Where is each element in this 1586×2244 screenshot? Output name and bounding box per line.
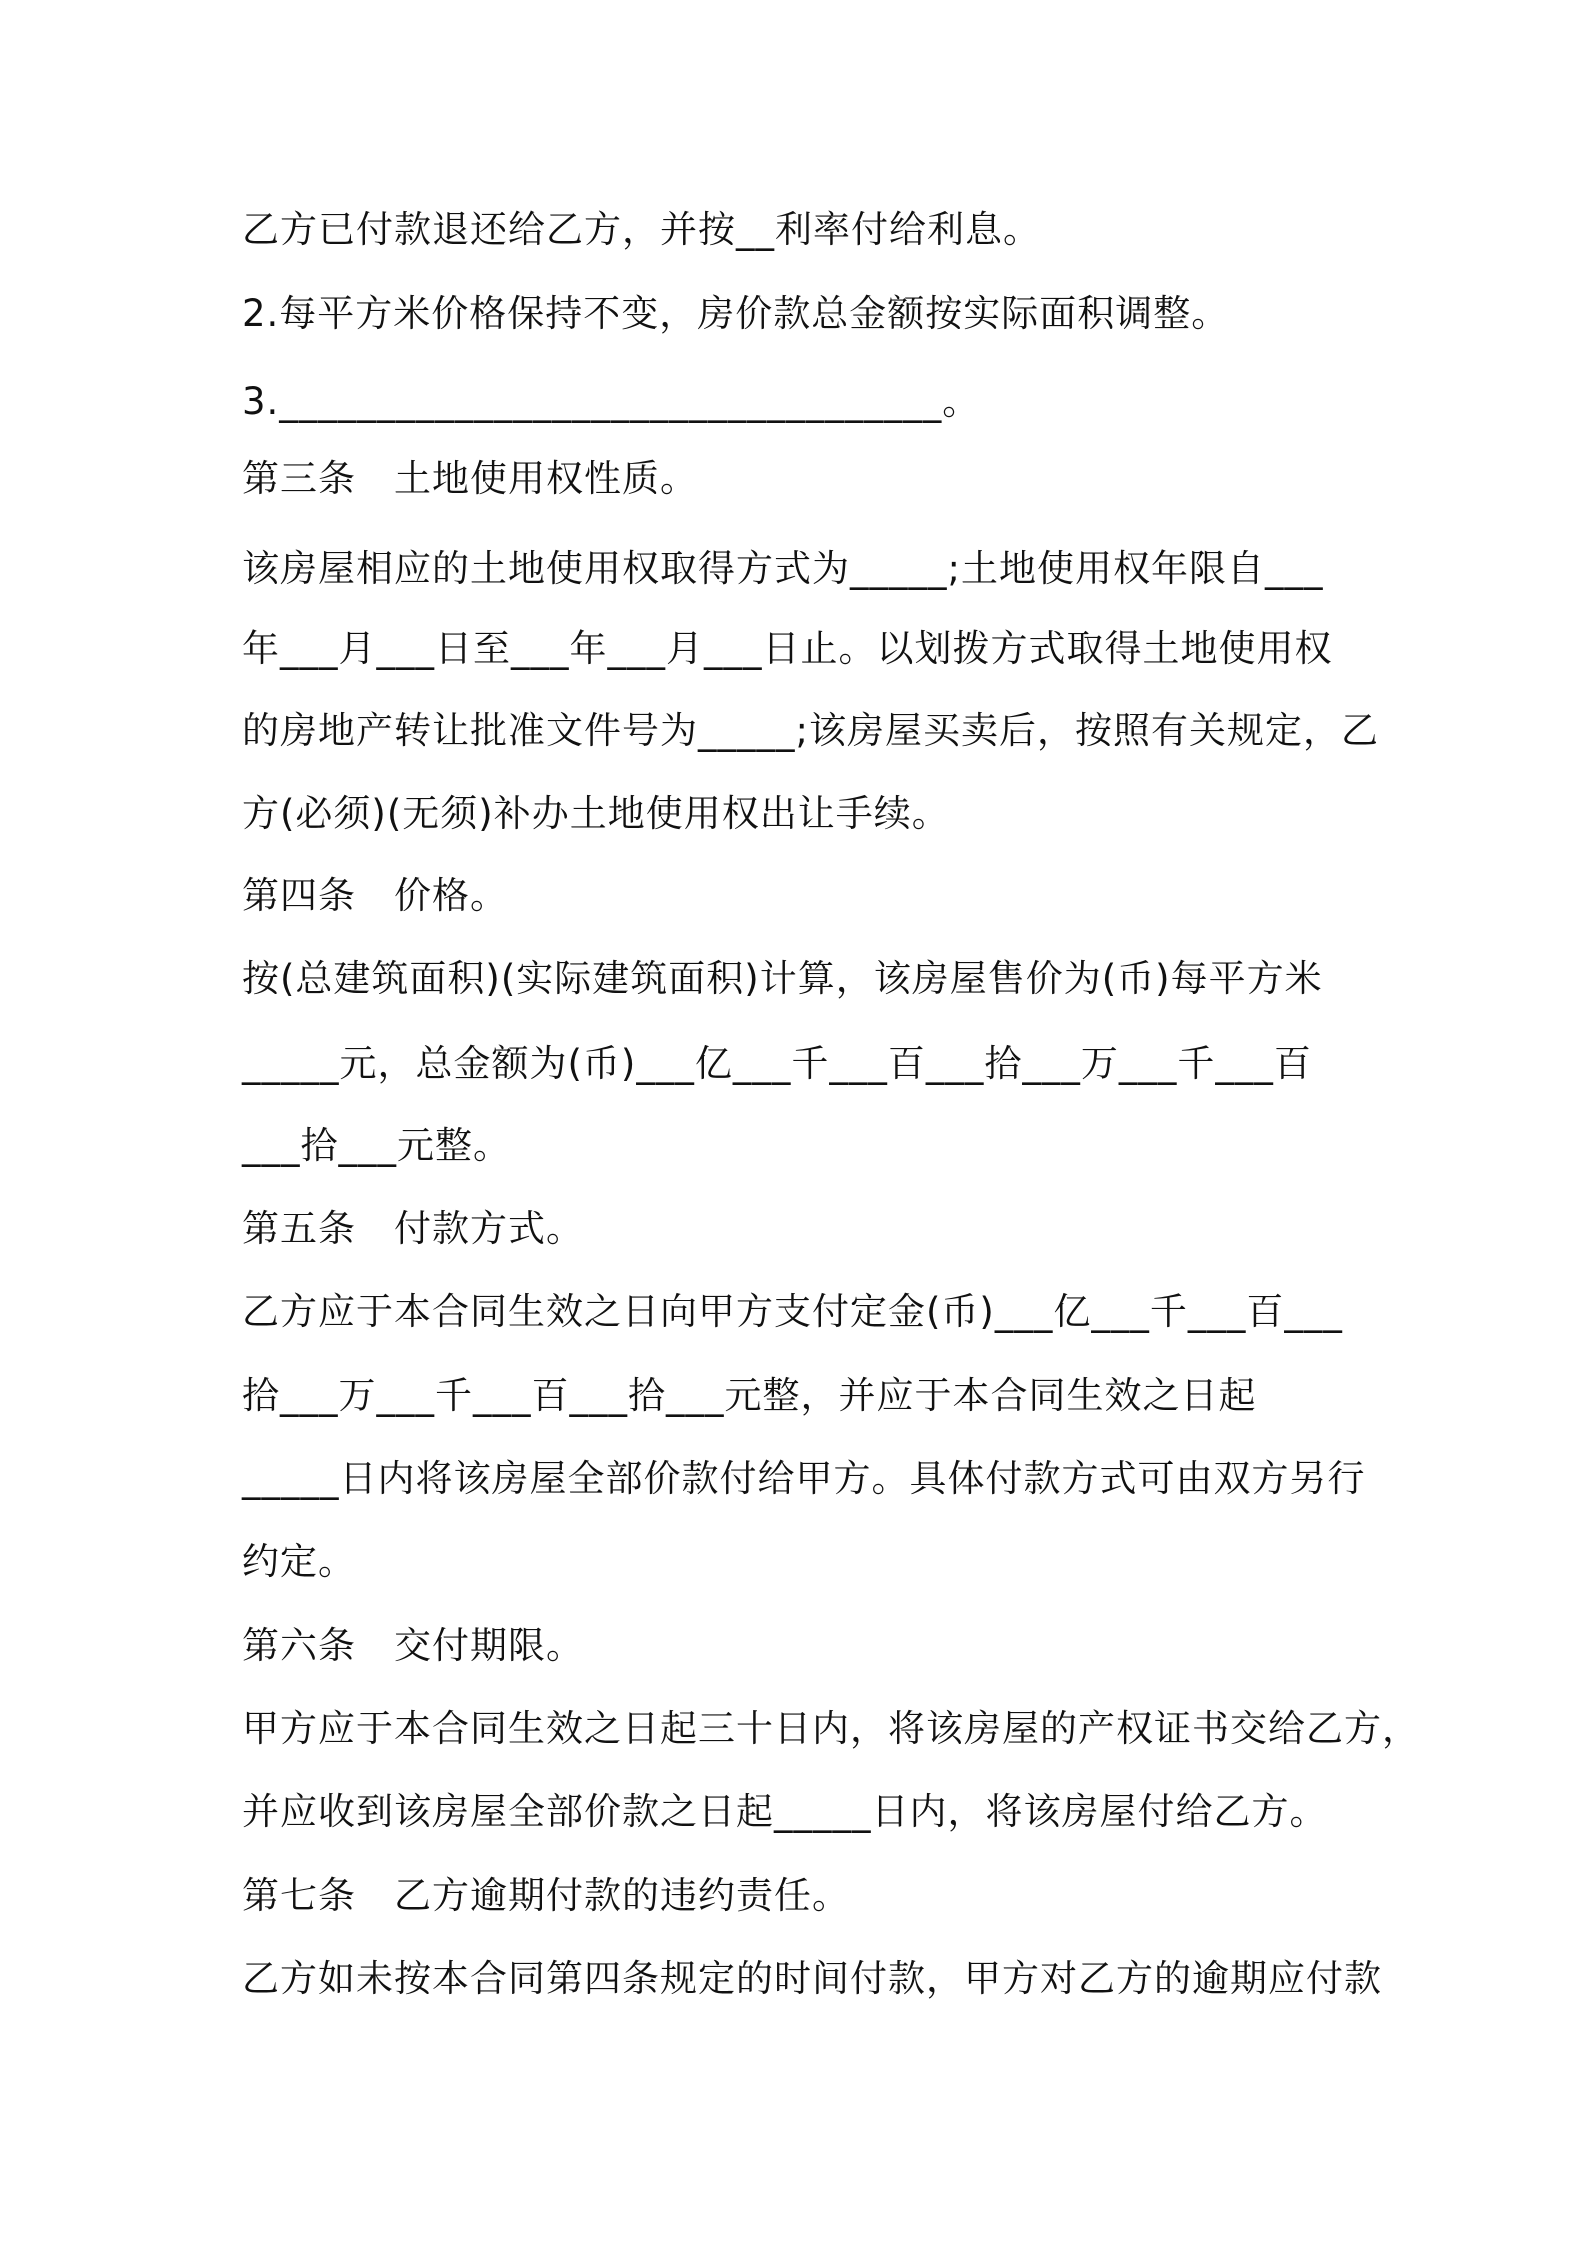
article-5-heading: 第五条 付款方式。: [242, 1207, 584, 1250]
paragraph-line: 并应收到该房屋全部价款之日起_____日内，将该房屋付给乙方。: [242, 1790, 1328, 1833]
paragraph-line: ___拾___元整。: [242, 1124, 511, 1167]
paragraph-line: 拾___万___千___百___拾___元整，并应于本合同生效之日起: [242, 1374, 1257, 1417]
paragraph-line: 甲方应于本合同生效之日起三十日内，将该房屋的产权证书交给乙方，: [242, 1707, 1420, 1750]
article-4-heading: 第四条 价格。: [242, 874, 508, 917]
article-7-heading: 第七条 乙方逾期付款的违约责任。: [242, 1874, 850, 1917]
paragraph-line: 乙方如未按本合同第四条规定的时间付款，甲方对乙方的逾期应付款: [242, 1957, 1382, 2000]
paragraph-line: 乙方应于本合同生效之日向甲方支付定金(币)___亿___千___百___: [242, 1290, 1343, 1333]
paragraph-line: 年___月___日至___年___月___日止。以划拨方式取得土地使用权: [242, 627, 1333, 670]
article-3-heading: 第三条 土地使用权性质。: [242, 457, 698, 500]
paragraph-line: 的房地产转让批准文件号为_____;该房屋买卖后，按照有关规定，乙: [242, 709, 1379, 752]
article-6-heading: 第六条 交付期限。: [242, 1624, 584, 1667]
paragraph-line: _____日内将该房屋全部价款付给甲方。具体付款方式可由双方另行: [242, 1457, 1366, 1500]
paragraph-line: 约定。: [242, 1540, 356, 1583]
clause-item-3: 3.__________________________________。: [242, 380, 981, 423]
paragraph-line: _____元，总金额为(币)___亿___千___百___拾___万___千___百: [242, 1042, 1312, 1085]
paragraph-line: 按(总建筑面积)(实际建筑面积)计算，该房屋售价为(币)每平方米: [242, 957, 1323, 1000]
paragraph-line: 乙方已付款退还给乙方，并按__利率付给利息。: [242, 208, 1041, 251]
clause-item-2: 2.每平方米价格保持不变，房价款总金额按实际面积调整。: [242, 292, 1230, 335]
paragraph-line: 方(必须)(无须)补办土地使用权出让手续。: [242, 792, 950, 835]
paragraph-line: 该房屋相应的土地使用权取得方式为_____;土地使用权年限自___: [242, 547, 1324, 590]
